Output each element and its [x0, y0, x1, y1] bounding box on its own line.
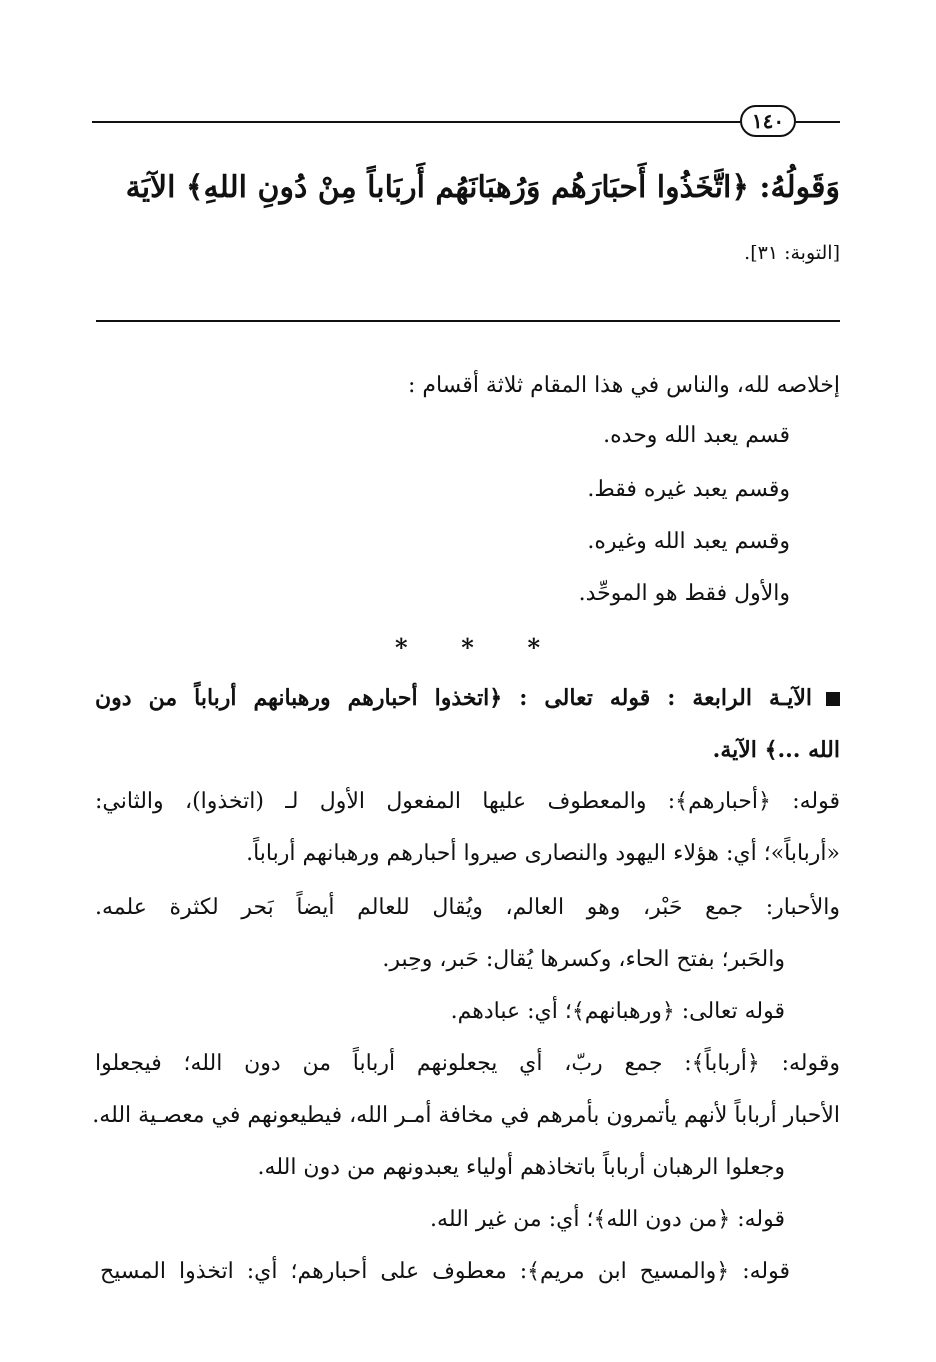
list-item: والأول فقط هو الموحِّد. — [578, 581, 790, 606]
section-heading-text: الآيـة الرابعة : قوله تعالى : ﴿اتخذوا أحبارهم ورهبانهم أرباباً من دون — [95, 685, 812, 711]
star-icon: * — [461, 633, 474, 662]
commentary-line: الأحبار أرباباً لأنهم يأتمرون بأمرهم في مخافة أمـر الله، فيطيعونهم في معصـية الله. — [92, 1103, 840, 1128]
star-icon: * — [395, 633, 408, 662]
commentary-line: قوله: ﴿من دون الله﴾؛ أي: من غير الله. — [430, 1207, 785, 1232]
star-separator — [395, 630, 540, 666]
commentary-line: وجعلوا الرهبان أرباباً باتخاذهم أولياء يعبدونهم من دون الله. — [257, 1155, 785, 1180]
commentary-line: وقوله: ﴿أرباباً﴾: جمع ربّ، أي يجعلونهم أرباباً من دون الله؛ فيجعلوا — [95, 1051, 840, 1076]
header-rule-left — [92, 121, 740, 123]
star-icon: * — [527, 633, 540, 662]
list-item: قسم يعبد الله وحده. — [603, 423, 790, 448]
page-number-badge: ١٤٠ — [740, 105, 796, 137]
section-heading-line-2: الله ...﴾ الآية. — [712, 737, 840, 763]
intro-line: إخلاصه لله، والناس في هذا المقام ثلاثة أقسام : — [407, 373, 840, 398]
verse-heading: وَقَولُهُ: ﴿اتَّخَذُوا أَحبَارَهُم وَرُهبَانَهُم أَربَاباً مِنْ دُونِ اللهِ﴾ الآيَة — [125, 170, 840, 205]
list-item: وقسم يعبد الله وغيره. — [587, 529, 790, 554]
square-bullet-icon — [826, 692, 840, 706]
commentary-line: «أرباباً»؛ أي: هؤلاء اليهود والنصارى صيروا أحبارهم ورهبانهم أرباباً. — [246, 841, 840, 866]
section-heading-line — [95, 680, 840, 716]
commentary-line: والأحبار: جمع حَبْر، وهو العالم، ويُقال للعالم أيضاً بَحر لكثرة علمه. — [95, 895, 840, 920]
commentary-line: قوله: ﴿أحبارهم﴾: والمعطوف عليها المفعول الأول لـ (اتخذوا)، والثاني: — [95, 789, 840, 814]
commentary-line: قوله تعالى: ﴿ورهبانهم﴾؛ أي: عبادهم. — [450, 999, 785, 1024]
header-rule-right — [796, 121, 840, 123]
commentary-line: والحَبر؛ بفتح الحاء، وكسرها يُقال: حَبر، وحِبر. — [382, 947, 785, 972]
section-divider — [96, 320, 840, 322]
list-item: وقسم يعبد غيره فقط. — [587, 477, 790, 502]
verse-reference: [التوبة: ٣١]. — [744, 242, 840, 264]
commentary-line: قوله: ﴿والمسيح ابن مريم﴾: معطوف على أحبارهم؛ أي: اتخذوا المسيح — [100, 1259, 790, 1284]
